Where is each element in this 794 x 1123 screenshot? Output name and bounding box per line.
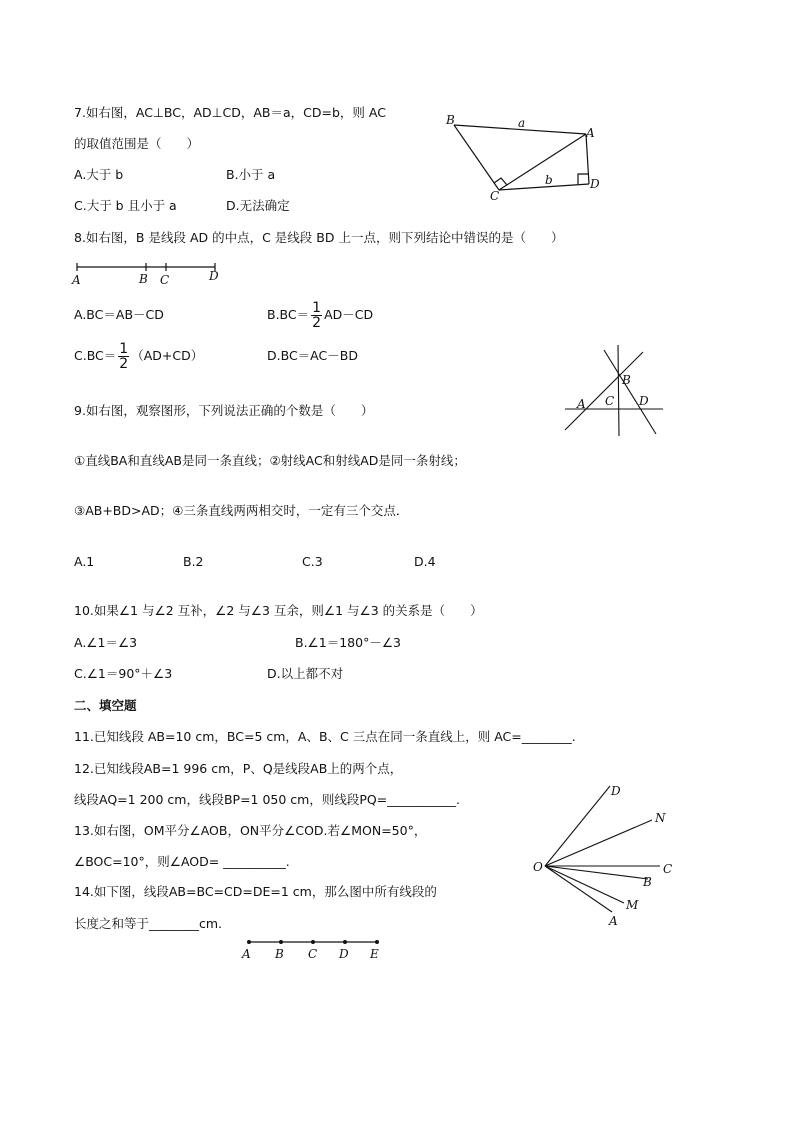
q8-label-a: A [72, 273, 81, 287]
q8-option-b-numerator: 1 [312, 300, 322, 316]
q7-option-b: B.小于 a [226, 167, 276, 182]
q10-option-a: A.∠1＝∠3 [74, 635, 138, 650]
q13-label-m: M [626, 898, 639, 912]
q14-point-a [247, 940, 251, 944]
q8-option-d: D.BC＝AC－BD [267, 348, 358, 363]
q14-point-e [375, 940, 379, 944]
q13-line1: 13.如右图，OM平分∠AOB，ON平分∠COD.若∠MON=50°， [74, 823, 427, 838]
q7-option-d: D.无法确定 [226, 198, 290, 213]
q14-point-b [279, 940, 283, 944]
q7-label-d: D [590, 177, 600, 191]
q14-line1: 14.如下图，线段AB=BC=CD=DE=1 cm，那么图中所有线段的 [74, 884, 437, 899]
q14-label-d: D [339, 947, 349, 961]
q7-option-a: A.大于 b [74, 167, 124, 182]
q14-point-d [343, 940, 347, 944]
q8-option-b-prefix: B.BC＝ [267, 307, 310, 322]
q9-label-d: D [639, 394, 649, 408]
q7-label-c: C [490, 189, 500, 203]
q9-label-b: B [622, 373, 631, 387]
q11-text: 11.已知线段 AB=10 cm，BC=5 cm，A、B、C 三点在同一条直线上，则 AC=________. [74, 729, 576, 744]
q13-line2: ∠BOC=10°，则∠AOD= __________. [74, 854, 290, 869]
q10-stem: 10.如果∠1 与∠2 互补，∠2 与∠3 互余，则∠1 与∠3 的关系是（ ） [74, 603, 483, 618]
q8-label-b: B [139, 272, 148, 286]
q13-label-n: N [655, 811, 666, 825]
q10-option-d: D.以上都不对 [267, 666, 344, 681]
q9-option-c: C.3 [302, 554, 323, 569]
q14-label-a: A [242, 947, 251, 961]
q14-label-e: E [370, 947, 379, 961]
q10-option-b: B.∠1＝180°－∠3 [295, 635, 401, 650]
q8-option-b-suffix: AD－CD [324, 307, 374, 322]
q14-line2: 长度之和等于________cm. [74, 916, 223, 931]
q12-line2: 线段AQ=1 200 cm，线段BP=1 050 cm，则线段PQ=___________. [74, 792, 460, 807]
q7-label-side-b: b [545, 173, 553, 187]
q9-option-a: A.1 [74, 554, 95, 569]
q8-option-c-numerator: 1 [119, 341, 129, 357]
q8-option-c-suffix: （AD+CD） [131, 348, 204, 363]
q8-option-b-denominator: 2 [312, 315, 322, 331]
q7-label-a: A [586, 126, 595, 140]
q9-option-b: B.2 [183, 554, 204, 569]
q7-label-b: B [446, 113, 455, 127]
q12-line1: 12.已知线段AB=1 996 cm，P、Q是线段AB上的两个点， [74, 761, 403, 776]
q14-label-b: B [275, 947, 284, 961]
q9-stem: 9.如右图，观察图形，下列说法正确的个数是（ ） [74, 403, 374, 418]
q13-label-o: O [533, 860, 543, 874]
q14-point-c [311, 940, 315, 944]
q7-stem-line2: 的取值范围是（ ） [74, 136, 200, 151]
q14-label-c: C [308, 947, 318, 961]
q9-statement-line1: ①直线BA和直线AB是同一条直线；②射线AC和射线AD是同一条射线； [74, 453, 466, 468]
q9-statement-line2: ③AB+BD>AD；④三条直线两两相交时，一定有三个交点． [74, 503, 409, 518]
q8-option-c-prefix: C.BC＝ [74, 348, 117, 363]
q7-label-side-a: a [518, 116, 526, 130]
q8-option-a: A.BC＝AB－CD [74, 307, 164, 322]
section-heading-fill-blank: 二、填空题 [74, 698, 137, 713]
q13-label-c: C [663, 862, 673, 876]
q9-label-a: A [577, 397, 586, 411]
q13-label-d: D [611, 784, 621, 798]
q13-label-a: A [609, 914, 618, 928]
q9-option-d: D.4 [414, 554, 436, 569]
q13-label-b: B [643, 875, 652, 889]
q10-option-c: C.∠1＝90°＋∠3 [74, 666, 173, 681]
q7-stem-line1: 7.如右图，AC⊥BC，AD⊥CD，AB＝a，CD=b，则 AC [74, 105, 386, 120]
q8-option-c-denominator: 2 [119, 356, 129, 372]
q8-label-d: D [209, 269, 219, 283]
q7-option-c: C.大于 b 且小于 a [74, 198, 177, 213]
q9-label-c: C [605, 394, 615, 408]
q8-label-c: C [160, 273, 170, 287]
q8-stem: 8.如右图，B 是线段 AD 的中点，C 是线段 BD 上一点，则下列结论中错误的是（ ） [74, 230, 564, 245]
